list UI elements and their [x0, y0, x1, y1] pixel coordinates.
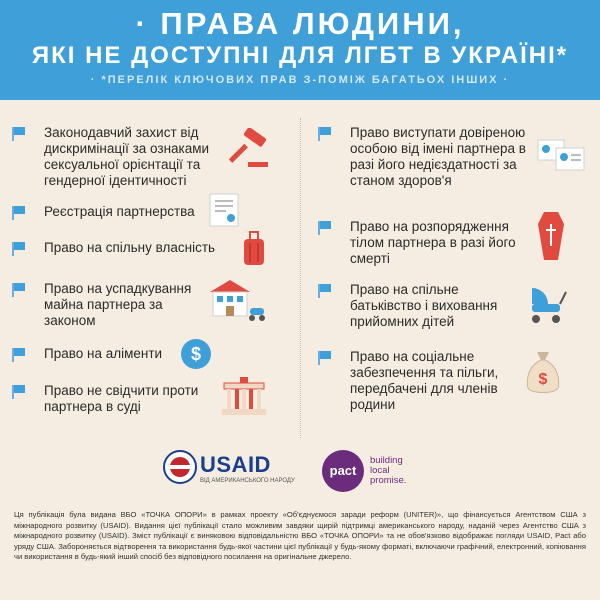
flag-icon — [12, 283, 26, 297]
list-item — [318, 282, 533, 330]
suitcase-icon — [242, 230, 266, 268]
column-divider — [300, 118, 301, 438]
pact-tagline: building local promise. — [370, 455, 407, 486]
id-cards-icon — [536, 136, 586, 172]
certificate-icon — [208, 192, 242, 228]
house-scooter-icon — [208, 278, 268, 324]
page-title: · ПРАВА ЛЮДИНИ, — [135, 6, 465, 41]
list-item — [318, 125, 533, 189]
item-label: Право не свідчити проти партнера в суді — [44, 383, 199, 414]
flag-icon — [12, 127, 26, 141]
flag-icon — [12, 348, 26, 362]
pact-logo: pact — [322, 450, 364, 492]
list-item — [12, 240, 217, 256]
flag-icon — [12, 385, 26, 399]
header-banner — [0, 0, 600, 100]
item-label: Право на аліменти — [44, 346, 163, 361]
item-label: Право на спільну власність — [44, 240, 216, 255]
flag-icon — [318, 284, 332, 298]
usaid-logo: USAID — [200, 452, 271, 477]
item-label: Законодавчий захист від дискримінації за ознаками сексуальної орієнтації та гендерної ідентичності — [44, 125, 210, 188]
dollar-coin-icon — [180, 338, 212, 370]
flag-icon — [318, 351, 332, 365]
list-item — [12, 281, 217, 329]
gavel-icon — [228, 128, 272, 172]
item-label: Реєстрація партнерства — [44, 204, 195, 219]
list-item — [12, 383, 217, 415]
item-label: Право на розпорядження тілом партнера в разі його смерті — [350, 219, 516, 266]
page-title-line2: ЯКІ НЕ ДОСТУПНІ ДЛЯ ЛГБТ В УКРАЇНІ* — [31, 42, 569, 69]
item-label: Право на соціальне забезпечення та пільги, передбачені для членів родини — [350, 349, 499, 412]
stroller-icon — [524, 282, 568, 326]
item-label: Право на спільне батьківство і виховання прийомних дітей — [350, 282, 498, 329]
footer-disclaimer: Ця публікація була видана ВБО «ТОЧКА ОПОРИ» в рамках проекту «Об'єднуємося заради реформ (UNITER)», що фінансується Агентством США з міжнародного розвитку (USAID). Видання цієї публікації стало можливим завдяки щирій підтримці американського народу, наданій через Агентство США з міжнародного розвитку (USAID). Зміст публікації є виняковою відповідальністю ВБО «ТОЧКА ОПОРИ» та не обов'язково відображає погляди USAID, Pact або уряду США. Забороняється відтворення та використання будь-якої частини цієї публікації у будь-якому форматі, включаючи графічний, електронний, копіювання чи використання в будь-який інший спосіб без відповідного посилання на оригінальне джерело. — [14, 510, 586, 561]
flag-icon — [318, 221, 332, 235]
item-label: Право на успадкування майна партнера за законом — [44, 281, 192, 328]
list-item — [318, 349, 533, 413]
flag-icon — [12, 242, 26, 256]
flag-icon — [318, 127, 332, 141]
usaid-seal-icon — [163, 450, 197, 484]
list-item — [12, 125, 217, 189]
money-bag-icon — [524, 350, 562, 396]
coffin-icon — [536, 210, 566, 262]
page-subtitle: · *ПЕРЕЛІК КЛЮЧОВИХ ПРАВ З-ПОМІЖ БАГАТЬОХ ІНШИХ · — [90, 74, 510, 86]
usaid-subtitle: ВІД АМЕРИКАНСЬКОГО НАРОДУ — [200, 478, 295, 484]
list-item — [12, 204, 217, 220]
svg-text:$: $ — [538, 371, 548, 388]
svg-text:$: $ — [190, 344, 202, 364]
flag-icon — [12, 206, 26, 220]
courthouse-icon — [218, 375, 270, 417]
item-label: Право виступати довіреною особою від імені партнера в разі його недієздатності за станом здоров'я — [350, 125, 526, 188]
list-item — [318, 219, 533, 267]
logos-row — [0, 450, 600, 495]
